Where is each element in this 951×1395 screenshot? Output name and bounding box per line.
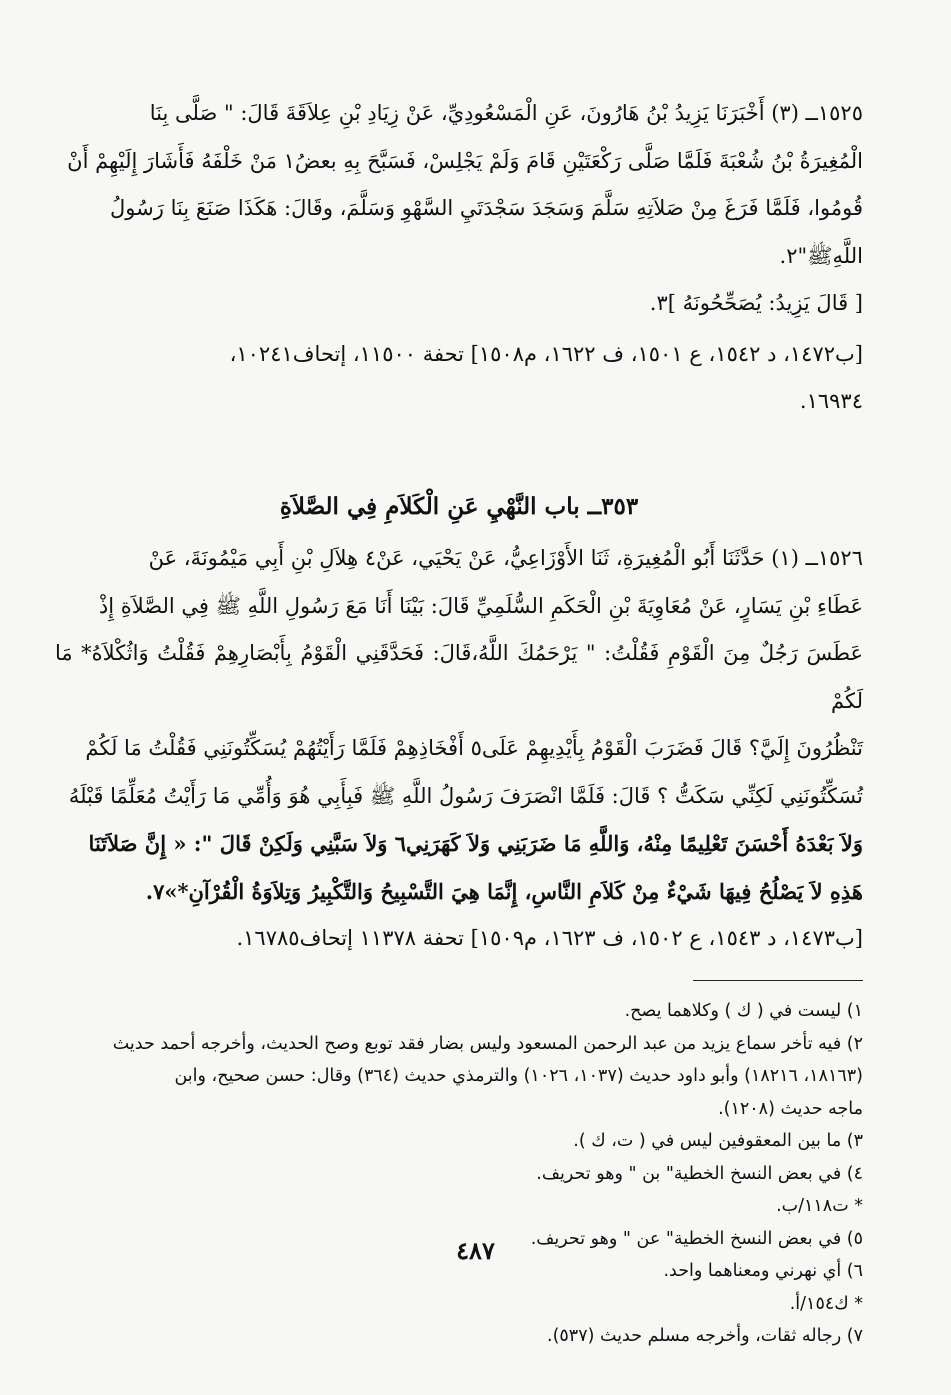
page-number: ٤٨٧ — [456, 1236, 495, 1265]
hadith-1526-line: هَذِهِ لاَ يَصْلُحُ فِيهَا شَيْءٌ مِنْ كَلاَمِ النَّاسِ، إِنَّمَا هِيَ التَّسْبِيحُ وَالتَّكْبِيرُ وَتِلاَوَةُ الْقُرْآنِ*»٧. — [145, 878, 863, 904]
hadith-1526-references: [ب١٤٧٣، د ١٥٤٣، ع ١٥٠٢، ف ١٦٢٣، م١٥٠٩] تحفة ١١٣٧٨ إتحاف١٦٧٨٥. — [236, 926, 863, 950]
chapter-title: ٣٥٣ــ باب النَّهْيِ عَنِ الْكَلاَمِ فِي الصَّلاَةِ — [279, 493, 639, 520]
footnote: * ك١٥٤/أ. — [789, 1293, 863, 1314]
reference-line: [ب١٤٧٢، د ١٥٤٢، ع ١٥٠١، ف ١٦٢٢، م١٥٠٨] تحفة ١١٥٠٠، إتحاف١٠٢٤١، — [229, 342, 863, 366]
footnote: ٣) ما بين المعقوفين ليس في ( ت، ك ). — [573, 1131, 863, 1151]
footnote-divider — [693, 980, 863, 981]
footnotes — [55, 995, 863, 1353]
hadith-1526-line: ١٥٢٦ــ (١) حَدَّثَنَا أَبُو الْمُغِيرَةِ، ثَنَا الأَوْزَاعِيُّ، عَنْ يَحْيَي، عَنْ٤ هِلاَلِ بْنِ أَبِي مَيْمُونَةَ، عَنْ — [148, 546, 863, 570]
footnote: ماجه حديث (١٢٠٨). — [718, 1098, 863, 1119]
hadith-1525-line: اللَّهِﷺ"٢. — [779, 243, 863, 268]
footnote: (١٨١٦٣، ١٨٢١٦) وأبو داود حديث (١٠٣٧، ١٠٢٦) والترمذي حديث (٣٦٤) وقال: حسن صحيح، وابن — [174, 1066, 863, 1086]
narrator-comment: [ قَالَ يَزِيدُ: يُصَحِّحُونَهُ ]٣. — [649, 291, 863, 315]
hadith-1526-line: تُسَكِّتُونَنِي لَكِنِّي سَكَتُّ ؟ قَالَ: فَلَمَّا انْصَرَفَ رَسُولُ اللَّهِ ﷺ فَبِأَبِي هُوَ وَأُمِّي مَا رَأَيْتُ مُعَلِّمًا قَبْلَهُ — [68, 783, 863, 808]
hadith-1526-line: تَنْظُرُونَ إِلَيَّ؟ قَالَ فَضَرَبَ الْقَوْمُ بِأَيْدِيهِمْ عَلَى٥ أَفْخَاذِهِمْ فَلَمَّا رَأَيْتُهُمْ يُسَكِّتُونَنِي فَقُلْتُ مَا لَكُمْ — [85, 736, 863, 760]
hadith-1525-references — [55, 331, 863, 425]
reference-line: ١٦٩٣٤. — [799, 389, 863, 413]
footnote: ٧) رجاله ثقات، وأخرجه مسلم حديث (٥٣٧). — [547, 1326, 863, 1346]
footnote: ٦) أي نهرني ومعناهما واحد. — [663, 1261, 863, 1281]
footnote: * ت١١٨/ب. — [776, 1196, 863, 1216]
hadith-1526-line: عَطَاءِ بْنِ يَسَارٍ، عَنْ مُعَاوِيَةَ بْنِ الْحَكَمِ السُّلَمِيِّ قَالَ: بَيْنَا أَنَا مَعَ رَسُولِ اللَّهِ ﷺ فِي الصَّلاَةِ إِذْ — [98, 593, 863, 618]
footnote: ٥) في بعض النسخ الخطية" عن " وهو تحريف. — [530, 1228, 863, 1249]
hadith-1526 — [55, 535, 863, 915]
hadith-1525-line: الْمُغِيرَةُ بْنُ شُعْبَةَ فَلَمَّا صَلَّى رَكْعَتَيْنِ قَامَ وَلَمْ يَجْلِسْ، فَسَبَّحَ بِهِ بعضُ١ مَنْ خَلْفَهُ فَأَشَارَ إِلَيْهِمْ أَنْ — [67, 148, 863, 173]
footnote: ٤) في بعض النسخ الخطية" بن " وهو تحريف. — [536, 1163, 863, 1184]
hadith-1526-line: وَلاَ بَعْدَهُ أَحْسَنَ تَعْلِيمًا مِنْهُ، وَاللَّهِ مَا ضَرَبَنِي وَلاَ كَهَرَنِي٦ وَلاَ سَبَّنِي وَلَكِنْ قَالَ ": « إِنَّ صَلاَتَنَا — [88, 831, 863, 856]
footnote: ١) ليست في ( ك ) وكلاهما يصح. — [624, 1001, 863, 1021]
hadith-1525 — [55, 90, 863, 280]
hadith-1525-line: قُومُوا، فَلَمَّا فَرَغَ مِنْ صَلاَتِهِ سَلَّمَ وَسَجَدَ سَجْدَتَيِ السَّهْوِ وَسَلَّمَ، وقَالَ: هَكَذَا صَنَعَ بِنَا رَسُولُ — [110, 196, 863, 220]
hadith-1526-line: عَطَسَ رَجُلٌ مِنَ الْقَوْمِ فَقُلْتُ: " يَرْحَمُكَ اللَّهُ،قَالَ: فَحَدَّقَنِي الْقَوْمُ بِأَبْصَارِهِمْ فَقُلْتُ وَاثُكْلاَهُ* مَا لَكُمْ — [55, 641, 863, 713]
hadith-1525-line: ١٥٢٥ــ (٣) أَخْبَرَنَا يَزِيدُ بْنُ هَارُونَ، عَنِ الْمَسْعُودِيِّ، عَنْ زِيَادِ بْنِ عِلاَقَةَ قَالَ: " صَلَّى بِنَا — [149, 101, 863, 125]
footnote: ٢) فيه تأخر سماع يزيد من عبد الرحمن المسعود وليس بضار فقد توبع وصح الحديث، وأخرجه أحمد حديث — [112, 1033, 863, 1054]
